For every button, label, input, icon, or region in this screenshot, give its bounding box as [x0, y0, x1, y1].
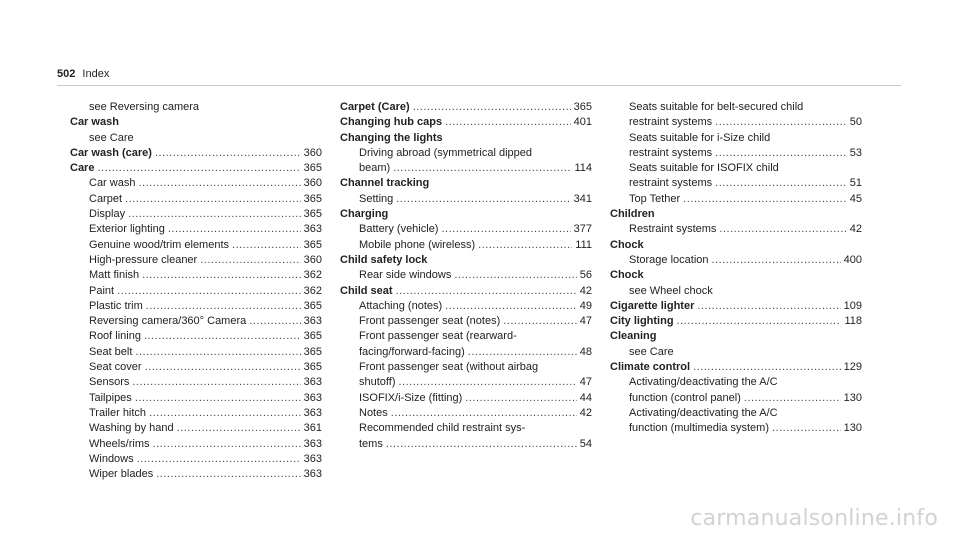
dot-leader [177, 421, 301, 436]
entry-text: Paint [89, 284, 115, 297]
page-reference: 365 [303, 361, 322, 374]
page-reference: 114 [574, 162, 592, 175]
dot-leader [445, 299, 577, 314]
dot-leader [413, 100, 571, 115]
entry-text: Care [70, 162, 95, 175]
entry-text: Cigarette lighter [610, 299, 695, 312]
index-subentry [340, 421, 592, 436]
page-reference: 42 [579, 284, 592, 297]
entry-text: facing/forward-facing) [359, 345, 465, 358]
entry-text: Setting [359, 192, 394, 205]
page-reference: 48 [579, 345, 592, 358]
entry-text: Washing by hand [89, 422, 174, 435]
index-subentry [340, 437, 592, 452]
entry-text: Restraint systems [629, 223, 717, 236]
index-entry [610, 207, 862, 222]
entry-text: Activating/deactivating the A/C [629, 406, 778, 419]
index-subentry [340, 375, 592, 390]
entry-text: Wheels/rims [89, 437, 150, 450]
index-entry [340, 176, 592, 191]
page-reference: 130 [843, 422, 862, 435]
entry-text: see Care [629, 345, 674, 358]
entry-text: Notes [359, 406, 388, 419]
dot-leader [128, 207, 301, 222]
index-entry [610, 360, 862, 375]
dot-leader [135, 391, 301, 406]
dot-leader [396, 284, 577, 299]
entry-text: function (multimedia system) [629, 422, 769, 435]
index-entry [610, 314, 862, 329]
page-reference: 365 [303, 192, 322, 205]
index-subentry [610, 161, 862, 176]
index-subentry [340, 192, 592, 207]
index-subentry [610, 345, 862, 360]
page-reference: 363 [303, 315, 322, 328]
page-reference: 51 [849, 177, 862, 190]
page-reference: 42 [849, 223, 862, 236]
page-reference: 360 [303, 177, 322, 190]
entry-text: Charging [340, 208, 389, 221]
page-reference: 44 [579, 391, 592, 404]
index-entry [340, 284, 592, 299]
watermark: carmanualsonline.info [690, 506, 938, 531]
page-reference: 362 [303, 269, 322, 282]
entry-text: restraint systems [629, 116, 713, 129]
entry-text: Child safety lock [340, 253, 428, 266]
entry-text: Carpet [89, 192, 123, 205]
index-subentry [340, 406, 592, 421]
entry-text: Chock [610, 269, 644, 282]
dot-leader [138, 176, 300, 191]
index-subentry [610, 391, 862, 406]
dot-leader [200, 253, 300, 268]
entry-text: Channel tracking [340, 177, 430, 190]
index-subentry [610, 192, 862, 207]
page-reference: 400 [843, 253, 862, 266]
entry-text: Exterior lighting [89, 223, 165, 236]
index-subentry [70, 207, 322, 222]
entry-text: Matt finish [89, 269, 140, 282]
entry-text: Seats suitable for ISOFIX child [629, 162, 779, 175]
index-subentry [610, 406, 862, 421]
entry-text: Climate control [610, 361, 691, 374]
index-subentry [340, 345, 592, 360]
entry-text: see Reversing camera [89, 101, 200, 113]
dot-leader [693, 360, 841, 375]
index-entry [70, 115, 322, 130]
entry-text: Front passenger seat (rearward- [359, 330, 517, 343]
page-reference: 47 [579, 376, 592, 389]
index-subentry [70, 131, 322, 146]
index-subentry [340, 360, 592, 375]
dot-leader [715, 146, 847, 161]
index-subentry [70, 467, 322, 482]
dot-leader [249, 314, 300, 329]
dot-leader [697, 299, 840, 314]
entry-text: restraint systems [629, 146, 713, 159]
page-reference: 130 [843, 391, 862, 404]
page-reference: 363 [303, 376, 322, 389]
index-subentry [340, 391, 592, 406]
index-subentry [340, 161, 592, 176]
page-reference: 365 [303, 238, 322, 251]
dot-leader [399, 375, 577, 390]
dot-leader [168, 222, 301, 237]
index-column-3 [610, 100, 862, 437]
index-subentry [340, 222, 592, 237]
index-entry [610, 268, 862, 283]
index-subentry [610, 375, 862, 390]
dot-leader [97, 161, 300, 176]
page-reference: 47 [579, 315, 592, 328]
entry-text: Genuine wood/trim elements [89, 238, 230, 251]
index-subentry [340, 268, 592, 283]
index-entry [610, 299, 862, 314]
index-subentry [70, 253, 322, 268]
entry-text: Children [610, 208, 655, 221]
page-reference: 49 [579, 299, 592, 312]
index-subentry [70, 314, 322, 329]
entry-text: Activating/deactivating the A/C [629, 376, 778, 389]
index-column-2 [340, 100, 592, 452]
entry-text: Cleaning [610, 330, 657, 343]
entry-text: Changing hub caps [340, 116, 443, 129]
index-entry [70, 161, 322, 176]
dot-leader [156, 467, 300, 482]
dot-leader [137, 452, 301, 467]
dot-leader [146, 299, 301, 314]
dot-leader [144, 329, 301, 344]
entry-text: Storage location [629, 253, 709, 266]
index-subentry [70, 360, 322, 375]
entry-text: Child seat [340, 284, 393, 297]
dot-leader [142, 268, 301, 283]
index-subentry [610, 222, 862, 237]
dot-leader [465, 391, 576, 406]
index-subentry [70, 299, 322, 314]
dot-leader [772, 421, 841, 436]
entry-text: Seats suitable for i-Size child [629, 131, 771, 144]
index-subentry [70, 238, 322, 253]
entry-text: Top Tether [629, 192, 681, 205]
dot-leader [744, 391, 841, 406]
dot-leader [391, 406, 577, 421]
dot-leader [712, 253, 841, 268]
page-reference: 45 [849, 192, 862, 205]
index-subentry [610, 131, 862, 146]
dot-leader [715, 115, 847, 130]
dot-leader [232, 238, 301, 253]
page-reference: 377 [573, 223, 592, 236]
page-reference: 109 [843, 299, 862, 312]
dot-leader [715, 176, 847, 191]
index-column-1 [70, 100, 322, 482]
entry-text: Driving abroad (symmetrical dipped [359, 146, 533, 159]
index-subentry [340, 299, 592, 314]
page-reference: 360 [303, 146, 322, 159]
page-reference: 363 [303, 468, 322, 481]
dot-leader [719, 222, 846, 237]
entry-text: Seat cover [89, 361, 142, 374]
page-reference: 56 [579, 269, 592, 282]
entry-text: restraint systems [629, 177, 713, 190]
entry-text: Seat belt [89, 345, 133, 358]
entry-text: Battery (vehicle) [359, 223, 439, 236]
dot-leader [683, 192, 847, 207]
index-subentry [610, 421, 862, 436]
page-reference: 365 [303, 330, 322, 343]
index-subentry [70, 406, 322, 421]
entry-text: Changing the lights [340, 131, 443, 144]
entry-text: City lighting [610, 315, 674, 328]
dot-leader [396, 192, 570, 207]
index-entry [340, 207, 592, 222]
dot-leader [153, 437, 301, 452]
index-subentry [70, 329, 322, 344]
entry-text: Mobile phone (wireless) [359, 238, 476, 251]
dot-leader [132, 375, 300, 390]
dot-leader [441, 222, 570, 237]
dot-leader [468, 345, 577, 360]
page-reference: 360 [303, 253, 322, 266]
page-reference: 365 [303, 345, 322, 358]
entry-text: Display [89, 208, 126, 221]
dot-leader [149, 406, 301, 421]
page-reference: 361 [303, 422, 322, 435]
entry-text: Seats suitable for belt-secured child [629, 101, 804, 113]
entry-text: Car wash [89, 177, 136, 190]
index-subentry [70, 192, 322, 207]
page-reference: 365 [573, 101, 592, 113]
dot-leader [478, 238, 572, 253]
entry-text: function (control panel) [629, 391, 741, 404]
page-reference: 363 [303, 452, 322, 465]
entry-text: Chock [610, 238, 644, 251]
index-subentry [340, 314, 592, 329]
page-reference: 111 [575, 238, 592, 251]
entry-text: Tailpipes [89, 391, 132, 404]
entry-text: beam) [359, 162, 391, 175]
index-subentry [340, 238, 592, 253]
entry-text: see Wheel chock [629, 284, 713, 297]
page-reference: 365 [303, 208, 322, 221]
index-entry [340, 100, 592, 115]
page-reference: 341 [573, 192, 592, 205]
page-reference: 129 [843, 361, 862, 374]
entry-text: Attaching (notes) [359, 299, 443, 312]
entry-text: Recommended child restraint sys- [359, 422, 526, 435]
entry-text: tems [359, 437, 383, 450]
page-reference: 363 [303, 223, 322, 236]
dot-leader [503, 314, 577, 329]
entry-text: Front passenger seat (notes) [359, 315, 501, 328]
page-reference: 54 [579, 437, 592, 450]
entry-text: Plastic trim [89, 299, 143, 312]
entry-text: Sensors [89, 376, 130, 389]
entry-text: Car wash [70, 116, 119, 129]
entry-text: see Care [89, 131, 134, 144]
dot-leader [125, 192, 301, 207]
header-rule [57, 85, 901, 86]
dot-leader [393, 161, 571, 176]
page-number: 502 [57, 68, 76, 80]
page-reference: 42 [579, 406, 592, 419]
index-subentry [610, 284, 862, 299]
index-entry [340, 253, 592, 268]
entry-text: Rear side windows [359, 269, 452, 282]
dot-leader [677, 314, 842, 329]
entry-text: Roof lining [89, 330, 141, 343]
entry-text: Windows [89, 452, 134, 465]
dot-leader [117, 284, 301, 299]
page-reference: 362 [303, 284, 322, 297]
index-subentry [70, 391, 322, 406]
index-entry [340, 131, 592, 146]
page-reference: 53 [849, 146, 862, 159]
index-entry [610, 238, 862, 253]
page-header [57, 68, 109, 80]
index-subentry [610, 115, 862, 130]
page-reference: 363 [303, 406, 322, 419]
index-entry [70, 146, 322, 161]
index-entry [610, 329, 862, 344]
index-subentry [70, 421, 322, 436]
entry-text: Carpet (Care) [340, 101, 410, 113]
entry-text: Reversing camera/360° Camera [89, 315, 247, 328]
entry-text: Front passenger seat (without airbag [359, 361, 539, 374]
page-reference: 363 [303, 391, 322, 404]
dot-leader [145, 360, 301, 375]
entry-text: Car wash (care) [70, 146, 152, 159]
index-subentry [70, 345, 322, 360]
index-subentry [70, 222, 322, 237]
dot-leader [135, 345, 300, 360]
page-reference: 118 [844, 315, 862, 328]
page-reference: 401 [573, 116, 592, 129]
index-subentry [610, 146, 862, 161]
index-subentry [70, 100, 322, 115]
index-subentry [610, 253, 862, 268]
section-title: Index [82, 68, 110, 80]
dot-leader [386, 437, 577, 452]
entry-text: shutoff) [359, 376, 396, 389]
index-subentry [610, 100, 862, 115]
index-subentry [340, 329, 592, 344]
dot-leader [445, 115, 571, 130]
page-reference: 365 [303, 299, 322, 312]
page-reference: 363 [303, 437, 322, 450]
index-subentry [70, 452, 322, 467]
entry-text: Trailer hitch [89, 406, 147, 419]
index-subentry [70, 284, 322, 299]
index-subentry [340, 146, 592, 161]
entry-text: Wiper blades [89, 468, 154, 481]
index-subentry [70, 176, 322, 191]
index-entry [340, 115, 592, 130]
page-reference: 50 [849, 116, 862, 129]
entry-text: High-pressure cleaner [89, 253, 198, 266]
index-subentry [70, 375, 322, 390]
index-subentry [610, 176, 862, 191]
dot-leader [454, 268, 576, 283]
index-subentry [70, 437, 322, 452]
entry-text: ISOFIX/i-Size (fitting) [359, 391, 463, 404]
dot-leader [155, 146, 301, 161]
page-reference: 365 [303, 162, 322, 175]
index-subentry [70, 268, 322, 283]
